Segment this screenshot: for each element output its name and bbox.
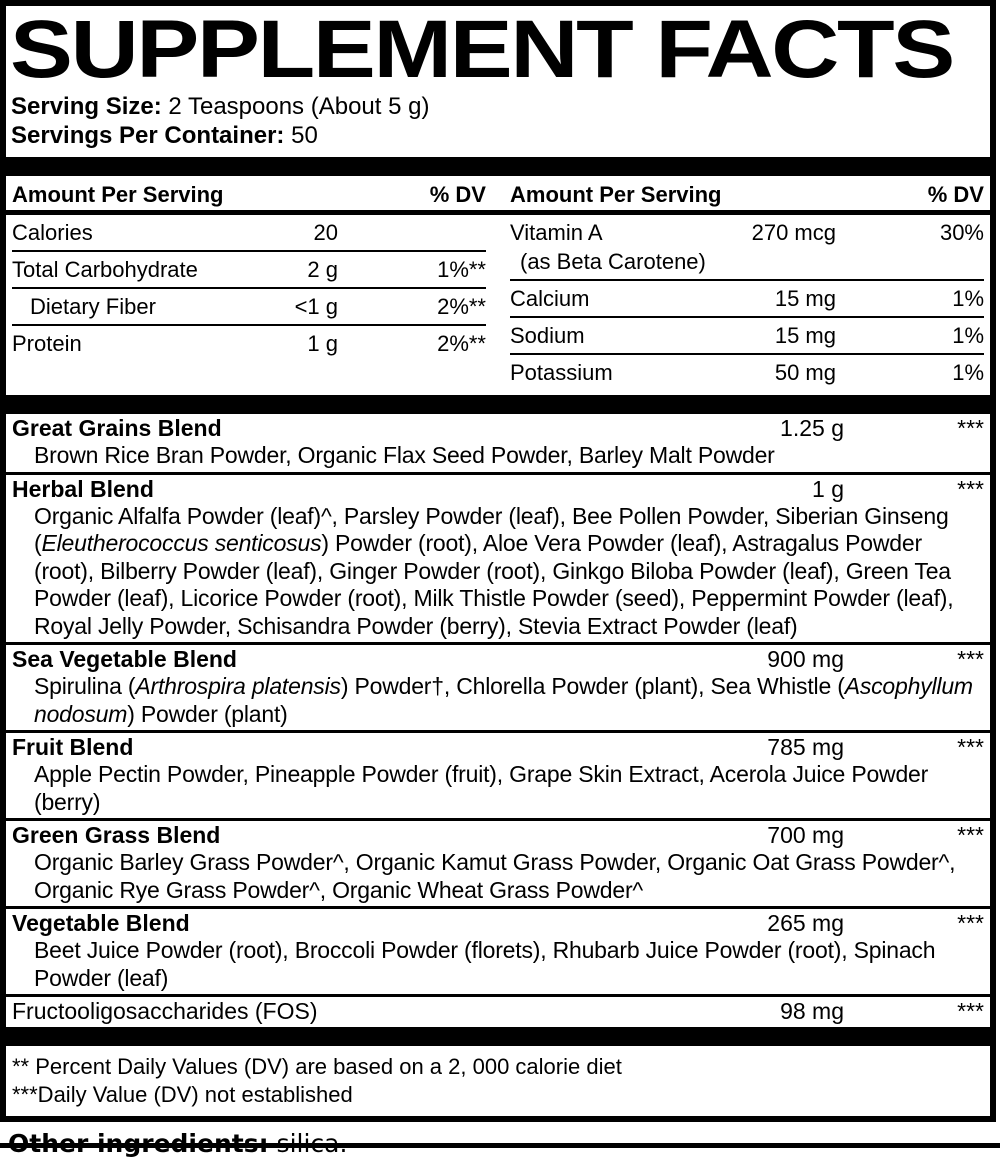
nutrient-amount: 15 mg	[774, 323, 836, 348]
footnotes	[6, 1046, 990, 1116]
blend-name: Fruit Blend	[12, 734, 134, 760]
nutrient-label-sub: (as Beta Carotene)	[520, 249, 706, 274]
blend-great-grains	[6, 414, 990, 472]
blend-amount: 785 mg	[767, 734, 844, 760]
footnote-daily-values: ** Percent Daily Values (DV) are based on a 2, 000 calorie diet	[12, 1054, 622, 1079]
blend-amount: 900 mg	[767, 646, 844, 672]
blend-name: Vegetable Blend	[12, 910, 190, 936]
blend-vegetable	[6, 906, 990, 994]
serving-size-line	[11, 92, 990, 121]
blend-ingredients	[12, 503, 984, 641]
blend-dv: ***	[957, 646, 984, 672]
serving-size-label: Serving Size:	[11, 93, 162, 120]
nutrient-dv: 1%**	[437, 257, 486, 282]
blend-amount: 1 g	[812, 475, 844, 502]
servings-per-container-line	[11, 121, 990, 150]
nutrient-dv: 1%	[952, 360, 984, 385]
nutrient-dv: 1%	[952, 323, 984, 348]
fos-row	[6, 994, 990, 1027]
blend-header	[12, 415, 984, 442]
fos-amount: 98 mg	[780, 998, 844, 1024]
left-header-dv: % DV	[429, 182, 486, 207]
nutrient-dv: 2%**	[437, 294, 486, 319]
blend-ingredients	[12, 673, 984, 728]
table-row	[12, 326, 486, 361]
blend-ingredients	[12, 761, 984, 816]
blend-sea-vegetable	[6, 642, 990, 730]
nutrient-label: Calories	[12, 220, 93, 245]
ingredient-latin-name: Eleutherococcus senticosus	[41, 530, 322, 556]
blend-header	[12, 998, 984, 1025]
blend-name: Green Grass Blend	[12, 822, 221, 848]
nutrient-amount: <1 g	[294, 294, 338, 319]
fos-name: Fructooligosaccharides (FOS)	[12, 998, 318, 1024]
ingredient-text: Spirulina (	[34, 673, 136, 699]
blend-dv: ***	[957, 475, 984, 502]
nutrient-amount: 50 mg	[774, 360, 836, 385]
blend-herbal	[6, 472, 990, 643]
blend-name: Herbal Blend	[12, 475, 154, 502]
table-row	[12, 252, 486, 289]
blend-header	[12, 646, 984, 673]
ingredient-text: Brown Rice Bran Powder, Organic Flax Seed Powder, Barley Malt Powder	[34, 442, 775, 468]
nutrient-amount: 15 mg	[774, 286, 836, 311]
blend-dv: ***	[957, 734, 984, 760]
blend-amount: 265 mg	[767, 910, 844, 936]
blend-dv: ***	[957, 910, 984, 936]
nutrient-label: Dietary Fiber	[30, 294, 156, 319]
blend-ingredients	[12, 442, 984, 470]
nutrient-label: Total Carbohydrate	[12, 257, 198, 282]
blend-header	[12, 822, 984, 849]
serving-size-value: 2 Teaspoons (About 5 g)	[168, 93, 430, 120]
blend-dv: ***	[957, 822, 984, 848]
nutrient-label	[510, 221, 726, 274]
blend-header	[12, 476, 984, 503]
servings-per-container-value: 50	[291, 122, 318, 149]
nutrient-amount: 1 g	[307, 331, 338, 356]
right-header-amount: Amount Per Serving	[510, 182, 722, 207]
blend-ingredients	[12, 849, 984, 904]
table-row	[510, 318, 984, 355]
blend-amount: 700 mg	[767, 822, 844, 848]
blend-amount: 1.25 g	[780, 415, 844, 441]
ingredient-text: Apple Pectin Powder, Pineapple Powder (fruit), Grape Skin Extract, Acerola Juice Powder (berry)	[34, 761, 929, 815]
nutrient-panel	[6, 215, 990, 395]
bottom-edge-bar	[0, 1143, 1000, 1148]
left-header-amount: Amount Per Serving	[12, 182, 224, 207]
nutrient-column-left	[12, 215, 486, 361]
nutrient-table-headers	[6, 176, 990, 210]
ingredient-text: Organic Alfalfa Powder (leaf)^, Parsley Powder (leaf), Bee Pollen Powder, Siberian Ginseng (	[34, 502, 949, 556]
blend-dv: ***	[957, 415, 984, 441]
nutrient-dv: 2%**	[437, 331, 486, 356]
nutrient-label-main: Vitamin A	[510, 220, 603, 245]
blend-ingredients	[12, 937, 984, 992]
ingredient-text: ) Powder†, Chlorella Powder (plant), Sea Whistle (	[340, 673, 845, 699]
nutrient-amount: 270 mcg	[751, 220, 836, 245]
nutrient-amount: 2 g	[307, 257, 338, 282]
nutrient-amount: 20	[313, 220, 338, 245]
table-row	[510, 215, 984, 281]
table-row	[12, 215, 486, 252]
fos-dv: ***	[957, 998, 984, 1024]
nutrient-column-right	[510, 215, 984, 390]
divider-bar-top	[6, 157, 990, 176]
nutrient-label: Potassium	[510, 360, 613, 385]
servings-per-container-label: Servings Per Container:	[11, 122, 285, 149]
right-header-dv: % DV	[927, 182, 984, 207]
divider-bar-middle	[6, 395, 990, 414]
right-column-header	[510, 180, 984, 210]
blend-name: Great Grains Blend	[12, 415, 222, 441]
nutrient-label: Sodium	[510, 323, 585, 348]
blend-green-grass	[6, 818, 990, 906]
nutrient-dv: 1%	[952, 286, 984, 311]
ingredient-text: ) Powder (root), Aloe Vera Powder (leaf), Astragalus Powder (root), Bilberry Powder (leaf), Ginger Powder (root), Ginkgo Biloba Powder (leaf), Green Tea Powder (leaf), Licorice Powder (root), Milk Thistle Powder (seed), Peppermint Powder (leaf), Royal Jelly Powder, Schisandra Powder (berry), Stevia Extract Powder (leaf)	[34, 530, 954, 639]
ingredient-latin-name: Arthrospira platensis	[135, 673, 341, 699]
blend-header	[12, 910, 984, 937]
footnote-dv-not-established: ***Daily Value (DV) not established	[12, 1082, 353, 1107]
blend-name: Sea Vegetable Blend	[12, 646, 237, 672]
table-row	[12, 289, 486, 326]
divider-bar-bottom	[6, 1027, 990, 1046]
blend-list	[6, 414, 990, 1027]
page-title: SUPPLEMENT FACTS	[10, 4, 953, 95]
ingredient-latin-name: Ascophyllum nodosum	[34, 673, 973, 727]
blend-fruit	[6, 730, 990, 818]
nutrient-label: Protein	[12, 331, 82, 356]
ingredient-text: Organic Barley Grass Powder^, Organic Kamut Grass Powder, Organic Oat Grass Powder^, Organic Rye Grass Powder^, Organic Wheat Grass Powder^	[34, 849, 956, 903]
table-row	[510, 281, 984, 318]
ingredient-text: Beet Juice Powder (root), Broccoli Powder (florets), Rhubarb Juice Powder (root), Spinach Powder (leaf)	[34, 937, 936, 991]
left-column-header	[12, 180, 486, 210]
blend-header	[12, 734, 984, 761]
nutrient-dv: 30%	[939, 220, 984, 245]
nutrient-label: Calcium	[510, 286, 590, 311]
table-row	[510, 355, 984, 390]
ingredient-text: ) Powder (plant)	[127, 700, 288, 727]
